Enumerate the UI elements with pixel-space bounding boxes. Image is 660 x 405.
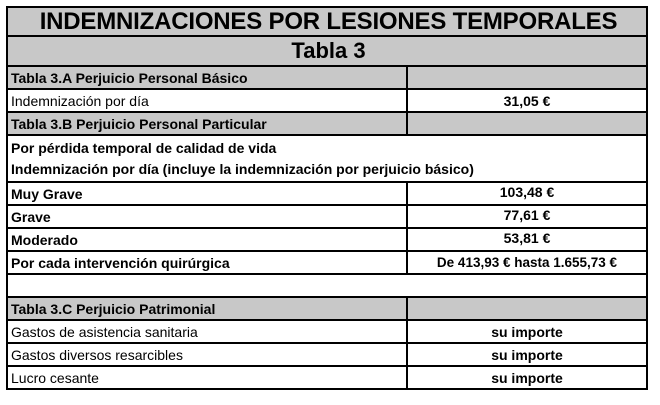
- severity-value: 53,81 €: [503, 230, 551, 246]
- compensation-table: [6, 6, 648, 390]
- table-row: [6, 367, 648, 390]
- severity-value: 77,61 €: [503, 207, 551, 223]
- table-row: [6, 344, 648, 367]
- title-row: [6, 6, 648, 37]
- section-b-header-row: [6, 113, 648, 136]
- severity-value: 103,48 €: [499, 184, 555, 200]
- surgery-row: [6, 252, 648, 275]
- expense-label: Gastos diversos resarcibles: [8, 344, 408, 365]
- spacer-cell: [8, 275, 646, 296]
- section-a-header-blank: [408, 67, 646, 88]
- section-b-description: [8, 136, 646, 181]
- section-b-line2: Indemnización por día (incluye la indemnización por perjuicio básico): [11, 160, 474, 177]
- table-row: [6, 321, 648, 344]
- expense-value: su importe: [491, 346, 563, 363]
- section-b-header-blank: [408, 113, 646, 134]
- severity-label: Grave: [8, 206, 408, 227]
- expense-label: Gastos de asistencia sanitaria: [8, 321, 408, 342]
- surgery-label: Por cada intervención quirúrgica: [8, 252, 408, 273]
- section-c-header: Tabla 3.C Perjuicio Patrimonial: [8, 298, 408, 319]
- section-a-header-row: [6, 67, 648, 90]
- section-a-daily-row: [6, 90, 648, 113]
- section-c-header-blank: [408, 298, 646, 319]
- table-title: INDEMNIZACIONES POR LESIONES TEMPORALES: [39, 8, 618, 35]
- section-b-header: Tabla 3.B Perjuicio Personal Particular: [8, 113, 408, 134]
- section-a-header: Tabla 3.A Perjuicio Personal Básico: [8, 67, 408, 88]
- surgery-value: De 413,93 € hasta 1.655,73 €: [436, 255, 618, 270]
- section-c-header-row: [6, 298, 648, 321]
- table-subtitle: Tabla 3: [291, 38, 366, 63]
- expense-value: su importe: [491, 323, 563, 340]
- section-a-daily-label: Indemnización por día: [8, 90, 408, 111]
- expense-value: su importe: [491, 369, 563, 386]
- severity-label: Moderado: [8, 229, 408, 250]
- section-b-line1: Por pérdida temporal de calidad de vida: [11, 140, 277, 157]
- section-b-description-row: [6, 136, 648, 183]
- table-row: [6, 229, 648, 252]
- spacer-row: [6, 275, 648, 298]
- table-row: [6, 183, 648, 206]
- expense-label: Lucro cesante: [8, 367, 408, 388]
- subtitle-row: [6, 37, 648, 67]
- severity-label: Muy Grave: [8, 183, 408, 204]
- section-a-daily-value: 31,05 €: [503, 92, 551, 109]
- table-row: [6, 206, 648, 229]
